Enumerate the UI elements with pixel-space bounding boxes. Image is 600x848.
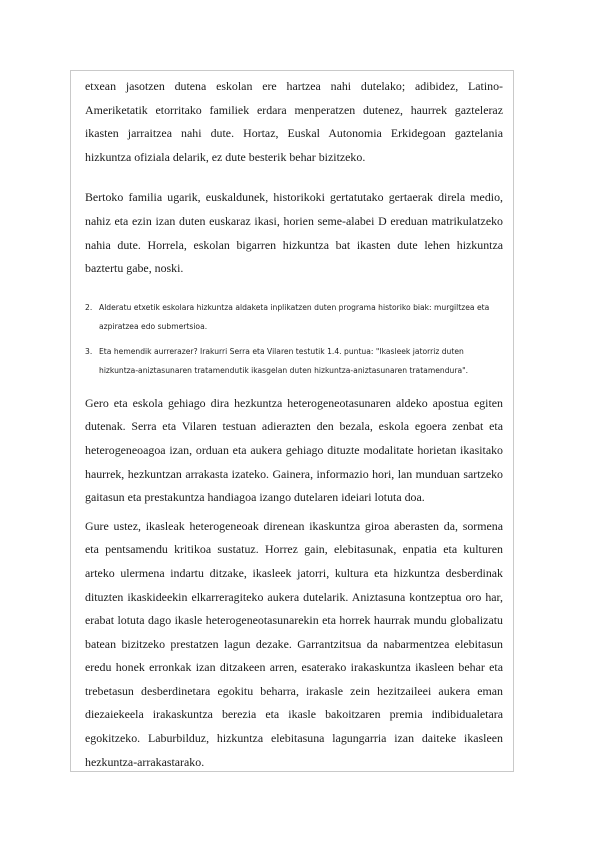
note-item-2: [85, 298, 503, 336]
paragraph-2: Bertoko familia ugarik, euskaldunek, historikoki gertatutako gertaerak direla medio, nahiz eta ezin izan duten euskaraz ikasi, horien seme-alabei D ereduan matrikulatzeko nahia dute. Horrela, eskolan bigarren hizkuntza bat ikasten dute lehen hizkuntza baztertu gabe, noski.: [85, 190, 503, 276]
note-text: Eta hemendik aurrerazer? Irakurri Serra eta Vilaren testutik 1.4. puntua: "Ikasleek jatorriz duten hizkuntza-aniztasunaren tratamendutik ikasgelan duten hizkuntza-aniztasunaren tratamendura".: [99, 346, 469, 375]
paragraph-3: Gero eta eskola gehiago dira hezkuntza heterogeneotasunaren aldeko apostua egiten dutenak. Serra eta Vilaren testuan adierazten den bezala, eskola egoera zenbat eta heterogeneoagoa izan, orduan eta aukera gehiago dituzte modalitate horietan ikasitako haurrek, hezkuntzan arrakasta izateko. Gainera, informazio hori, lan munduan sartzeko gaitasun eta prestakuntza handiagoa izango dutelaren ideiari lotuta doa.: [85, 395, 503, 505]
note-number: 3.: [85, 346, 93, 356]
paragraph-4: Gure ustez, ikasleak heterogeneoak direnean ikaskuntza giroa aberasten da, sormena eta pentsamendu kritikoa sustatuz. Horrez gain, elebitasunak, enpatia eta kulturen arteko ulermena indartu ditzake, ikasleek jatorri, kultura eta hizkuntza desberdinak dituzten ikaskideekin elkarreragiteko aukera dutelarik. Aniztasuna kontzeptua oro har, erabat lotuta dago ikasle heterogeneotasunarekin eta horrek haurrak mundu globalizatu batean bizitzeko prestatzen lagun dezake. Garrantzitsua da nabarmentzea elebitasun eredu honek erronkak izan ditzakeen arren, esaterako irakaskuntza ikasleen behar eta trebetasun desberdinetara egokitu beharra, irakasle zein hezitzaileei aukera eman diezaiekeela irakaskuntza berezia eta ikasle bakoitzaren premia indibidualetara egokitzeko. Laburbilduz, hizkuntza elebitasuna lagungarria izan daiteke ikasleen hezkuntza-arrakastarako.: [85, 518, 503, 769]
document-body: [85, 75, 503, 774]
note-number: 2.: [85, 302, 93, 312]
paragraph-1: etxean jasotzen dutena eskolan ere hartzea nahi dutelako; adibidez, Latino-Ameriketatik etorritako familiek erdara menperatzen dutenez, haurrek gazteleraz ikasten jarraitzea nahi dute. Hortaz, Euskal Autonomia Erkidegoan gaztelania hizkuntza ofiziala delarik, ez dute besterik behar bizitzeko.: [85, 79, 503, 164]
note-text: Alderatu etxetik eskolara hizkuntza aldaketa inplikatzen duten programa historiko biak: murgiltzea eta azpiratzea edo submertsioa.: [99, 302, 490, 331]
notes-list: [85, 298, 503, 380]
note-item-3: [85, 342, 503, 380]
